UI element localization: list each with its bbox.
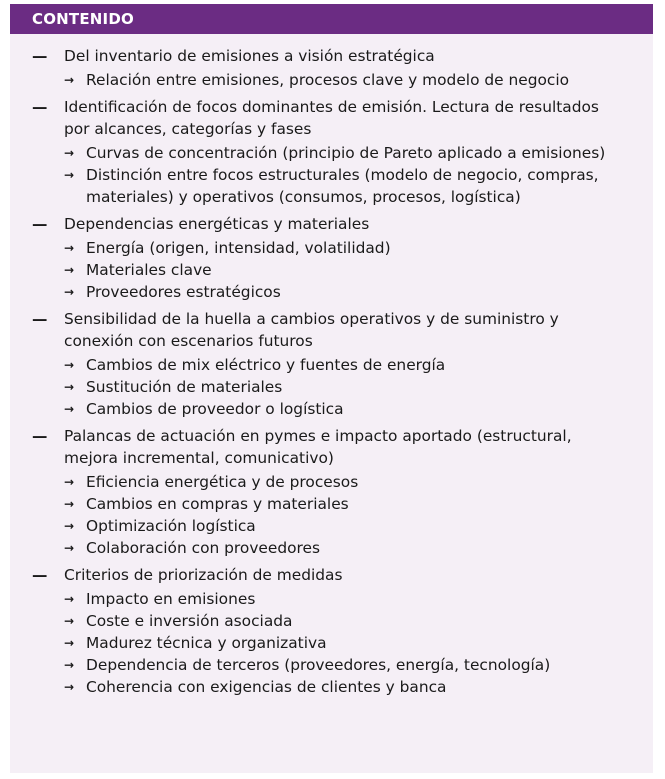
dash-bullet: — [32, 310, 48, 328]
sub-item-list [32, 142, 629, 208]
sub-item [32, 654, 629, 676]
section-title: Del inventario de emisiones a visión estratégica [64, 47, 435, 65]
arrow-right-icon: → [64, 402, 75, 416]
card-header [10, 4, 653, 34]
sub-item [32, 493, 629, 515]
sub-item [32, 164, 629, 208]
arrow-right-icon: → [64, 497, 75, 511]
sub-item-text: Cambios en compras y materiales [86, 495, 349, 513]
sub-item-text: Materiales clave [86, 261, 212, 279]
arrow-right-icon: → [64, 636, 75, 650]
arrow-right-icon: → [64, 592, 75, 606]
sub-item-text: Distinción entre focos estructurales (modelo de negocio, compras, materiales) y operativos (consumos, procesos, logística) [86, 166, 599, 206]
arrow-right-icon: → [64, 541, 75, 555]
sub-item-text: Optimización logística [86, 517, 256, 535]
arrow-right-icon: → [64, 680, 75, 694]
sub-item-text: Curvas de concentración (principio de Pareto aplicado a emisiones) [86, 144, 606, 162]
sub-item [32, 610, 629, 632]
section-title: Criterios de priorización de medidas [64, 566, 343, 584]
section-title: Palancas de actuación en pymes e impacto aportado (estructural, mejora incremental, comunicativo) [64, 427, 572, 467]
sub-item [32, 537, 629, 559]
section-list [10, 34, 653, 698]
sub-item-text: Coherencia con exigencias de clientes y banca [86, 678, 447, 696]
section [32, 564, 629, 698]
dash-bullet: — [32, 427, 48, 445]
sub-item-text: Dependencia de terceros (proveedores, energía, tecnología) [86, 656, 551, 674]
section-heading [32, 45, 629, 67]
section-heading [32, 564, 629, 586]
sub-item [32, 471, 629, 493]
arrow-right-icon: → [64, 241, 75, 255]
sub-item-list [32, 588, 629, 698]
section-heading [32, 96, 629, 140]
sub-item [32, 588, 629, 610]
arrow-right-icon: → [64, 358, 75, 372]
sub-item-text: Colaboración con proveedores [86, 539, 321, 557]
sub-item-list [32, 471, 629, 559]
dash-bullet: — [32, 98, 48, 116]
section-title: Dependencias energéticas y materiales [64, 215, 370, 233]
dash-bullet: — [32, 215, 48, 233]
sub-item [32, 281, 629, 303]
section [32, 213, 629, 303]
sub-item-text: Relación entre emisiones, procesos clave y modelo de negocio [86, 71, 570, 89]
sub-item-text: Sustitución de materiales [86, 378, 283, 396]
section [32, 425, 629, 559]
arrow-right-icon: → [64, 475, 75, 489]
dash-bullet: — [32, 566, 48, 584]
section [32, 96, 629, 208]
section-heading [32, 308, 629, 352]
content-card [10, 4, 653, 773]
sub-item [32, 376, 629, 398]
arrow-right-icon: → [64, 614, 75, 628]
sub-item [32, 398, 629, 420]
sub-item [32, 676, 629, 698]
section-title: Identificación de focos dominantes de emisión. Lectura de resultados por alcances, categorías y fases [64, 98, 599, 138]
arrow-right-icon: → [64, 73, 75, 87]
sub-item-text: Proveedores estratégicos [86, 283, 281, 301]
sub-item-text: Cambios de proveedor o logística [86, 400, 344, 418]
sub-item [32, 142, 629, 164]
arrow-right-icon: → [64, 263, 75, 277]
arrow-right-icon: → [64, 519, 75, 533]
section [32, 45, 629, 91]
sub-item-list [32, 69, 629, 91]
sub-item [32, 259, 629, 281]
dash-bullet: — [32, 47, 48, 65]
arrow-right-icon: → [64, 658, 75, 672]
header-title: CONTENIDO [32, 10, 134, 28]
arrow-right-icon: → [64, 146, 75, 160]
sub-item [32, 69, 629, 91]
sub-item-text: Energía (origen, intensidad, volatilidad) [86, 239, 391, 257]
arrow-right-icon: → [64, 285, 75, 299]
sub-item-text: Eficiencia energética y de procesos [86, 473, 359, 491]
arrow-right-icon: → [64, 168, 75, 182]
sub-item-text: Madurez técnica y organizativa [86, 634, 327, 652]
sub-item [32, 515, 629, 537]
sub-item-list [32, 237, 629, 303]
sub-item-text: Cambios de mix eléctrico y fuentes de energía [86, 356, 446, 374]
sub-item-text: Coste e inversión asociada [86, 612, 293, 630]
sub-item-text: Impacto en emisiones [86, 590, 256, 608]
sub-item [32, 632, 629, 654]
section-title: Sensibilidad de la huella a cambios operativos y de suministro y conexión con escenarios futuros [64, 310, 559, 350]
section-heading [32, 425, 629, 469]
section-heading [32, 213, 629, 235]
sub-item-list [32, 354, 629, 420]
sub-item [32, 237, 629, 259]
arrow-right-icon: → [64, 380, 75, 394]
sub-item [32, 354, 629, 376]
section [32, 308, 629, 420]
